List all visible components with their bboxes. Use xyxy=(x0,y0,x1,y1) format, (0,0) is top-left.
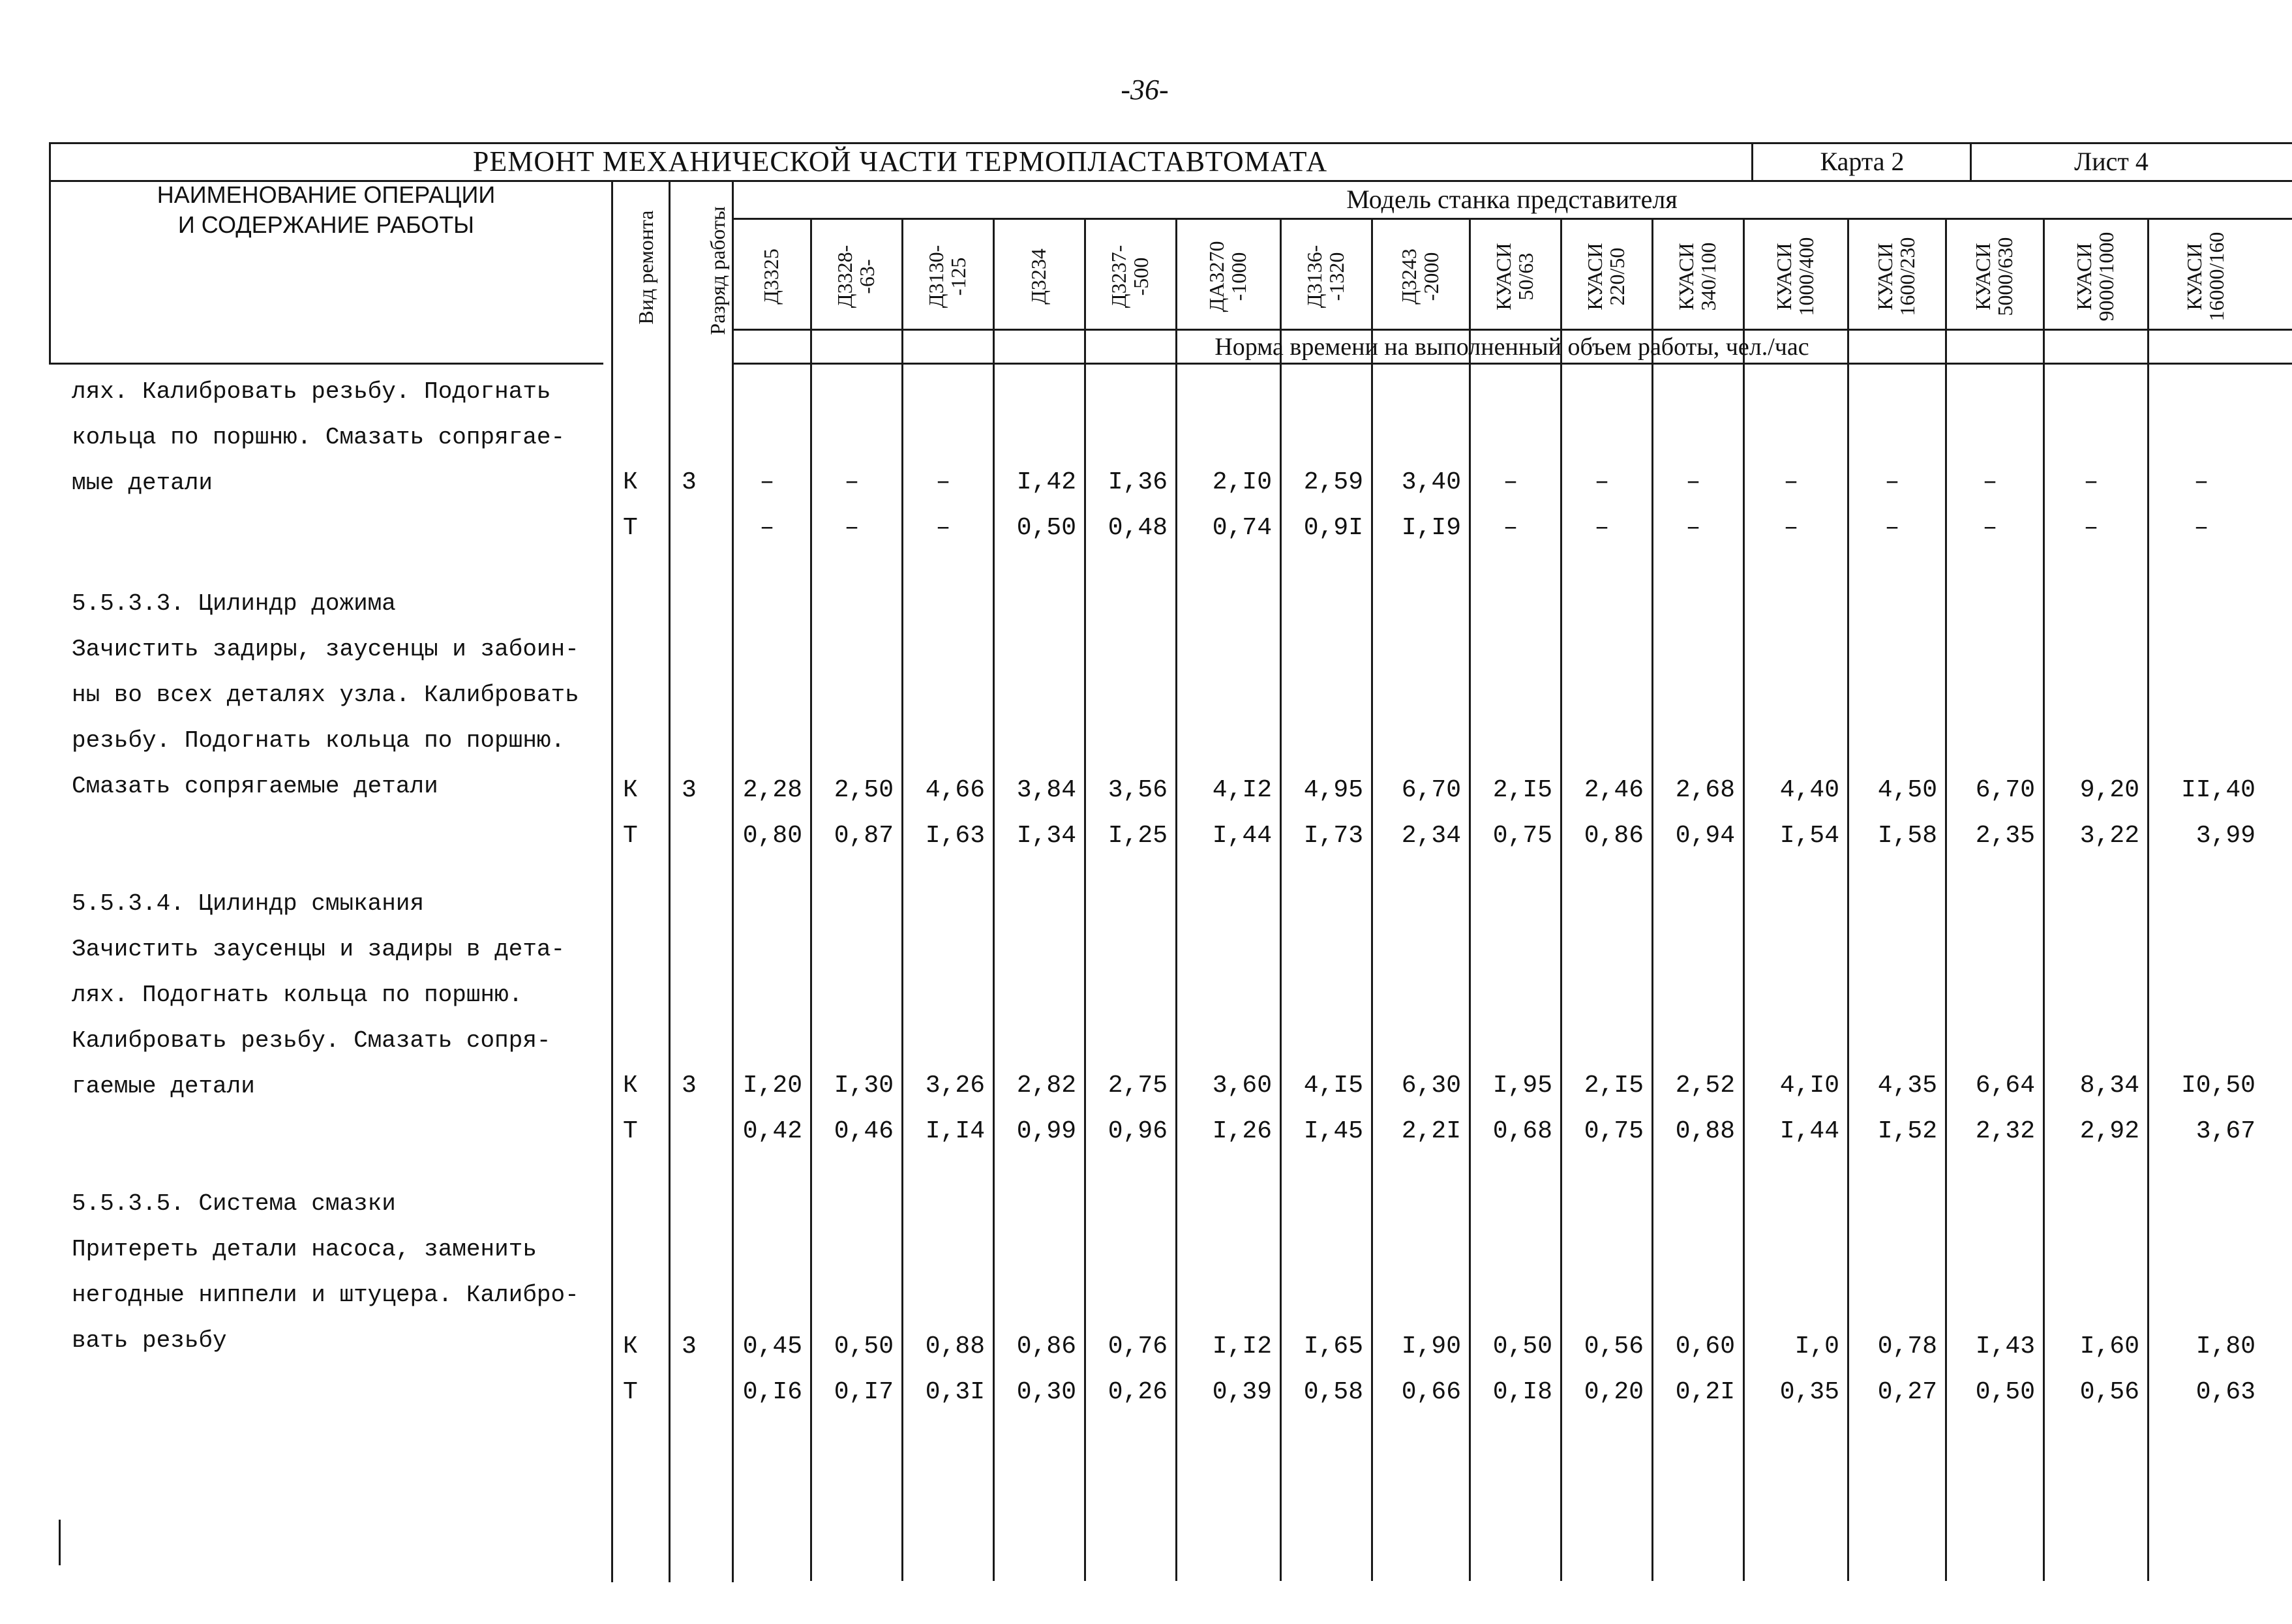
norm-value-cell: 2,52 xyxy=(1675,1072,1735,1100)
norm-value-cell: 3,67 xyxy=(2195,1117,2255,1145)
norm-value-cell: – xyxy=(2194,514,2209,542)
norm-value-cell: I,52 xyxy=(1877,1117,1937,1145)
norm-value-cell: 0,27 xyxy=(1877,1378,1937,1406)
norm-value-cell: 2,I5 xyxy=(1584,1072,1644,1100)
grade-value: 3 xyxy=(682,776,697,804)
col-line-8 xyxy=(1469,218,1471,1581)
norm-value-cell: 6,70 xyxy=(1401,776,1461,804)
col-line-11 xyxy=(1743,218,1745,1581)
norm-value-cell: 2,35 xyxy=(1975,822,2035,850)
col-line-2 xyxy=(901,218,903,1581)
norm-value-cell: 0,48 xyxy=(1108,514,1168,542)
norm-value-cell: 0,30 xyxy=(1016,1378,1076,1406)
norm-value-cell: I,I2 xyxy=(1212,1332,1272,1361)
norm-value-cell: 0,87 xyxy=(834,822,894,850)
norm-value-cell: – xyxy=(1884,468,1900,496)
grade-header: Разряд работы xyxy=(706,206,729,335)
norm-value-cell: 0,9I xyxy=(1303,514,1363,542)
norm-value-cell: 2,50 xyxy=(834,776,894,804)
norm-value-cell: 0,86 xyxy=(1016,1332,1076,1361)
norm-value-cell: I,36 xyxy=(1108,468,1168,496)
norm-value-cell: I,44 xyxy=(1779,1117,1839,1145)
model-label-16-l2: 16000/160 xyxy=(2205,232,2228,322)
model-header-12 xyxy=(1743,224,1847,329)
norm-value-cell: I,45 xyxy=(1303,1117,1363,1145)
operation-text-line: мые детали xyxy=(72,470,213,496)
norm-value-cell: I,73 xyxy=(1303,822,1363,850)
norm-value-cell: 0,2I xyxy=(1675,1378,1735,1406)
norm-value-cell: 0,88 xyxy=(925,1332,985,1361)
norm-value-cell: 0,26 xyxy=(1108,1378,1168,1406)
model-label-8-l2: -2000 xyxy=(1419,252,1443,301)
norm-value-cell: 0,50 xyxy=(1975,1378,2035,1406)
norm-value-cell: 3,99 xyxy=(2195,822,2255,850)
model-label-11-l1: КУАСИ xyxy=(1674,243,1698,310)
repair-type-code: Т xyxy=(623,514,638,542)
repair-type-code: Т xyxy=(623,1378,638,1406)
col-line-13 xyxy=(1945,218,1947,1581)
norm-value-cell: 0,I8 xyxy=(1492,1378,1552,1406)
repair-type-header: Вид ремонта xyxy=(634,210,657,325)
grade-value: 3 xyxy=(682,1332,697,1361)
norm-value-cell: 0,86 xyxy=(1584,822,1644,850)
col-line-4 xyxy=(1084,218,1086,1581)
norm-value-cell: – xyxy=(1503,468,1518,496)
norm-value-cell: 2,28 xyxy=(742,776,802,804)
operation-text-line: Калибровать резьбу. Смазать сопря- xyxy=(72,1027,551,1054)
norm-value-cell: – xyxy=(1503,514,1518,542)
operation-text-line: лях. Подогнать кольца по поршню. xyxy=(72,982,523,1008)
norm-value-cell: 0,96 xyxy=(1108,1117,1168,1145)
model-label-16-l1: КУАСИ xyxy=(2182,243,2206,310)
operation-text-line: 5.5.3.4. Цилиндр смыкания xyxy=(72,890,425,917)
norm-value-cell: 0,39 xyxy=(1212,1378,1272,1406)
norm-value-cell: – xyxy=(1884,514,1900,542)
model-label-5-l2: -500 xyxy=(1129,257,1153,296)
norm-value-cell: 4,35 xyxy=(1877,1072,1937,1100)
norm-value-cell: I,I9 xyxy=(1401,514,1461,542)
norm-value-cell: 2,59 xyxy=(1303,468,1363,496)
norm-value-cell: 0,50 xyxy=(1492,1332,1552,1361)
model-label-15-l1: КУАСИ xyxy=(2072,243,2096,310)
model-header-2 xyxy=(810,224,901,329)
norm-value-cell: 0,78 xyxy=(1877,1332,1937,1361)
norm-value-cell: – xyxy=(1685,514,1701,542)
model-label-7-l1: Д3136- xyxy=(1303,245,1326,308)
col-line-15 xyxy=(2147,218,2149,1581)
operation-text-line: Смазать сопрягаемые детали xyxy=(72,773,438,800)
model-label-10-l1: КУАСИ xyxy=(1583,243,1606,310)
norm-value-cell: 0,80 xyxy=(742,822,802,850)
norm-value-cell: 8,34 xyxy=(2079,1072,2139,1100)
norm-value-cell: 4,40 xyxy=(1779,776,1839,804)
operation-text-line: ны во всех деталях узла. Калибровать xyxy=(72,682,579,708)
norm-value-cell: 3,40 xyxy=(1401,468,1461,496)
norm-value-cell: 0,60 xyxy=(1675,1332,1735,1361)
norm-value-cell: – xyxy=(1685,468,1701,496)
norm-value-cell: 0,66 xyxy=(1401,1378,1461,1406)
norm-value-cell: 3,84 xyxy=(1016,776,1076,804)
repair-type-code: К xyxy=(623,1332,638,1361)
repair-type-code: К xyxy=(623,468,638,496)
norm-value-cell: 4,I0 xyxy=(1779,1072,1839,1100)
norm-value-cell: 0,88 xyxy=(1675,1117,1735,1145)
model-label-10-l2: 220/50 xyxy=(1605,247,1629,306)
norm-value-cell: I,60 xyxy=(2079,1332,2139,1361)
operation-text-line: негодные ниппели и штуцера. Калибро- xyxy=(72,1282,579,1308)
norm-value-cell: 3,22 xyxy=(2079,822,2139,850)
norm-value-cell: 4,66 xyxy=(925,776,985,804)
norm-value-cell: I0,50 xyxy=(2180,1072,2255,1100)
norm-value-cell: 0,3I xyxy=(925,1378,985,1406)
norm-value-cell: – xyxy=(1594,468,1610,496)
operation-text-line: 5.5.3.5. Система смазки xyxy=(72,1190,396,1217)
norm-value-cell: 3,26 xyxy=(925,1072,985,1100)
norm-value-cell: 4,I5 xyxy=(1303,1072,1363,1100)
col-line-12 xyxy=(1847,218,1849,1581)
col-line-grade xyxy=(732,180,734,1582)
col-line-10 xyxy=(1651,218,1653,1581)
norm-value-cell: – xyxy=(2194,468,2209,496)
norm-value-cell: I,90 xyxy=(1401,1332,1461,1361)
card-label: Карта 2 xyxy=(1820,147,1905,176)
model-header-8 xyxy=(1371,224,1469,329)
model-label-2-l1: Д3328- xyxy=(833,245,856,308)
model-label-8-l1: Д3243 xyxy=(1397,248,1421,305)
norm-header: Норма времени на выполненный объем работы, чел./час xyxy=(1214,333,1809,361)
model-label-9-l2: 50/63 xyxy=(1514,252,1537,301)
norm-value-cell: – xyxy=(844,468,860,496)
model-label-15-l2: 9000/1000 xyxy=(2094,232,2118,322)
model-label-1-l1: Д3325 xyxy=(759,248,783,305)
col-line-type xyxy=(669,180,671,1582)
operation-header-line2: И СОДЕРЖАНИЕ РАБОТЫ xyxy=(177,211,475,238)
model-label-14-l1: КУАСИ xyxy=(1971,243,1995,310)
norm-value-cell: – xyxy=(1982,514,1998,542)
norm-value-cell: I,43 xyxy=(1975,1332,2035,1361)
norm-value-cell: I,54 xyxy=(1779,822,1839,850)
col-line-3 xyxy=(993,218,995,1581)
norm-value-cell: I,63 xyxy=(925,822,985,850)
grade-value: 3 xyxy=(682,1072,697,1100)
operation-text-line: резьбу. Подогнать кольца по поршню. xyxy=(72,727,565,754)
norm-value-cell: I,20 xyxy=(742,1072,802,1100)
norm-value-cell: 2,2I xyxy=(1401,1117,1461,1145)
norm-value-cell: 0,76 xyxy=(1108,1332,1168,1361)
col-line-14 xyxy=(2043,218,2045,1581)
operation-text-line: Зачистить заусенцы и задиры в дета- xyxy=(72,936,565,963)
operation-text-line: Зачистить задиры, заусенцы и забоин- xyxy=(72,636,579,663)
model-header-11 xyxy=(1651,224,1743,329)
col-line-6 xyxy=(1280,218,1282,1581)
norm-value-cell: 2,I0 xyxy=(1212,468,1272,496)
norm-value-cell: 0,42 xyxy=(742,1117,802,1145)
norm-value-cell: 4,50 xyxy=(1877,776,1937,804)
norm-value-cell: 6,70 xyxy=(1975,776,2035,804)
norm-value-cell: – xyxy=(759,514,775,542)
norm-value-cell: 0,94 xyxy=(1675,822,1735,850)
norm-value-cell: I,34 xyxy=(1016,822,1076,850)
norm-value-cell: – xyxy=(1783,468,1799,496)
norm-value-cell: 4,95 xyxy=(1303,776,1363,804)
model-header-1 xyxy=(732,224,810,329)
norm-value-cell: 0,56 xyxy=(2079,1378,2139,1406)
norm-value-cell: I,I4 xyxy=(925,1117,985,1145)
norm-value-cell: I,80 xyxy=(2195,1332,2255,1361)
norm-value-cell: 2,46 xyxy=(1584,776,1644,804)
form-title: РЕМОНТ МЕХАНИЧЕСКОЙ ЧАСТИ ТЕРМОПЛАСТАВТОМАТА xyxy=(472,145,1328,177)
model-header-3 xyxy=(901,224,993,329)
norm-value-cell: 0,58 xyxy=(1303,1378,1363,1406)
norm-value-cell: 0,63 xyxy=(2195,1378,2255,1406)
model-header-7 xyxy=(1280,224,1371,329)
operation-text-line: лях. Калибровать резьбу. Подогнать xyxy=(72,378,551,405)
norm-value-cell: 0,74 xyxy=(1212,514,1272,542)
frame-opheader-bottom xyxy=(49,363,603,365)
model-header-5 xyxy=(1084,224,1175,329)
model-header-14 xyxy=(1945,224,2043,329)
norm-value-cell: II,40 xyxy=(2180,776,2255,804)
frame-header-bottom xyxy=(732,363,2292,365)
norm-value-cell: – xyxy=(1982,468,1998,496)
sheet-label: Лист 4 xyxy=(2074,147,2149,176)
model-header-15 xyxy=(2043,224,2147,329)
norm-value-cell: I,65 xyxy=(1303,1332,1363,1361)
norm-value-cell: 0,35 xyxy=(1779,1378,1839,1406)
norm-value-cell: 0,75 xyxy=(1492,822,1552,850)
model-label-3-l1: Д3130- xyxy=(924,245,948,308)
norm-value-cell: 0,I7 xyxy=(834,1378,894,1406)
model-header-4 xyxy=(993,224,1084,329)
model-label-5-l1: Д3237- xyxy=(1107,245,1130,308)
repair-type-code: Т xyxy=(623,1117,638,1145)
norm-value-cell: I,30 xyxy=(834,1072,894,1100)
norm-value-cell: – xyxy=(2083,514,2099,542)
norm-value-cell: 4,I2 xyxy=(1212,776,1272,804)
norm-value-cell: 0,56 xyxy=(1584,1332,1644,1361)
norm-value-cell: I,95 xyxy=(1492,1072,1552,1100)
page-number: -36- xyxy=(1121,74,1169,106)
norm-value-cell: 2,75 xyxy=(1108,1072,1168,1100)
grade-value: 3 xyxy=(682,468,697,496)
norm-value-cell: 0,68 xyxy=(1492,1117,1552,1145)
operation-header xyxy=(52,180,600,240)
norm-value-cell: 0,20 xyxy=(1584,1378,1644,1406)
operation-text-line: гаемые детали xyxy=(72,1073,255,1100)
norm-value-cell: 0,I6 xyxy=(742,1378,802,1406)
norm-value-cell: 0,50 xyxy=(834,1332,894,1361)
norm-value-cell: – xyxy=(1594,514,1610,542)
model-label-11-l2: 340/100 xyxy=(1696,242,1720,311)
col-line-9 xyxy=(1560,218,1562,1581)
operation-header-line1: НАИМЕНОВАНИЕ ОПЕРАЦИИ xyxy=(157,181,496,208)
norm-value-cell: 2,82 xyxy=(1016,1072,1076,1100)
norm-value-cell: 6,64 xyxy=(1975,1072,2035,1100)
frame-card-divider xyxy=(1751,142,1753,180)
model-header-13 xyxy=(1847,224,1945,329)
model-label-13-l2: 1600/230 xyxy=(1895,237,1919,316)
frame-left-tail xyxy=(59,1520,61,1565)
model-header-6 xyxy=(1175,224,1280,329)
norm-value-cell: I,44 xyxy=(1212,822,1272,850)
norm-value-cell: 0,45 xyxy=(742,1332,802,1361)
model-label-3-l2: -125 xyxy=(946,257,970,296)
norm-value-cell: 2,92 xyxy=(2079,1117,2139,1145)
norm-value-cell: 2,34 xyxy=(1401,822,1461,850)
col-line-op xyxy=(611,180,613,1582)
model-label-4-l1: Д3234 xyxy=(1027,248,1050,305)
norm-value-cell: – xyxy=(844,514,860,542)
operation-text-line: кольца по поршню. Смазать сопрягае- xyxy=(72,424,565,451)
norm-value-cell: I,42 xyxy=(1016,468,1076,496)
col-line-7 xyxy=(1371,218,1373,1581)
norm-value-cell: – xyxy=(935,514,951,542)
norm-value-cell: 3,56 xyxy=(1108,776,1168,804)
norm-value-cell: 0,99 xyxy=(1016,1117,1076,1145)
repair-type-code: К xyxy=(623,776,638,804)
model-label-7-l2: -1320 xyxy=(1325,252,1348,301)
norm-value-cell: I,58 xyxy=(1877,822,1937,850)
norm-value-cell: 0,46 xyxy=(834,1117,894,1145)
model-label-12-l2: 1000/400 xyxy=(1794,237,1818,316)
model-label-6-l1: ДА3270 xyxy=(1205,241,1228,312)
frame-top-line xyxy=(49,142,2292,144)
model-header-9 xyxy=(1469,224,1560,329)
operation-text-line: Притереть детали насоса, заменить xyxy=(72,1236,537,1263)
operation-text-line: вать резьбу xyxy=(72,1327,227,1354)
norm-value-cell: I,26 xyxy=(1212,1117,1272,1145)
col-line-1 xyxy=(810,218,812,1581)
norm-value-cell: I,0 xyxy=(1794,1332,1839,1361)
model-label-9-l1: КУАСИ xyxy=(1492,243,1515,310)
norm-value-cell: 3,60 xyxy=(1212,1072,1272,1100)
model-group-header: Модель станка представителя xyxy=(1346,185,1678,214)
norm-value-cell: I,25 xyxy=(1108,822,1168,850)
frame-norm-line xyxy=(732,329,2292,331)
norm-value-cell: 9,20 xyxy=(2079,776,2139,804)
frame-model-line xyxy=(732,218,2292,220)
model-header-10 xyxy=(1560,224,1651,329)
norm-value-cell: 2,68 xyxy=(1675,776,1735,804)
norm-value-cell: – xyxy=(759,468,775,496)
col-line-5 xyxy=(1175,218,1177,1581)
norm-value-cell: – xyxy=(2083,468,2099,496)
norm-value-cell: 2,32 xyxy=(1975,1117,2035,1145)
operation-text-line: 5.5.3.3. Цилиндр дожима xyxy=(72,590,396,617)
model-label-2-l2: -63- xyxy=(855,259,879,294)
norm-value-cell: 2,I5 xyxy=(1492,776,1552,804)
model-label-6-l2: -1000 xyxy=(1227,252,1250,301)
norm-value-cell: 0,75 xyxy=(1584,1117,1644,1145)
model-label-14-l2: 5000/630 xyxy=(1993,237,2017,316)
norm-value-cell: 0,50 xyxy=(1016,514,1076,542)
norm-value-cell: – xyxy=(935,468,951,496)
norm-value-cell: 6,30 xyxy=(1401,1072,1461,1100)
repair-type-code: Т xyxy=(623,822,638,850)
repair-type-code: К xyxy=(623,1072,638,1100)
model-label-13-l1: КУАСИ xyxy=(1873,243,1897,310)
norm-value-cell: – xyxy=(1783,514,1799,542)
model-label-12-l1: КУАСИ xyxy=(1772,243,1796,310)
model-header-16 xyxy=(2147,224,2263,329)
